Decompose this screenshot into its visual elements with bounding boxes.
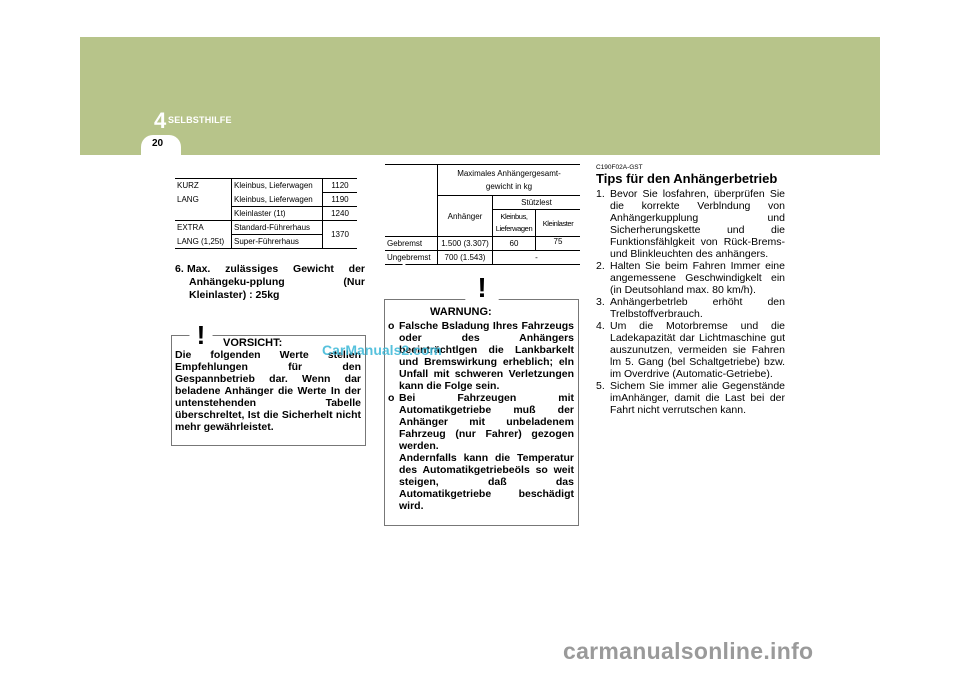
- table-cell: 1240: [323, 207, 358, 221]
- list-text: Anhängerbetrleb erhöht den Trelbstoffverbrauch.: [610, 296, 785, 320]
- list-number: 4.: [596, 320, 605, 332]
- trailer-weight-table: [385, 164, 580, 265]
- table-row: [175, 179, 357, 193]
- bullet-marker: o: [388, 320, 395, 332]
- list-item: [596, 188, 785, 260]
- table-cell: 1.500 (3.307): [438, 237, 493, 251]
- max-hitch-weight-note: [175, 263, 365, 302]
- tips-list: [596, 188, 785, 416]
- list-item: [596, 296, 785, 320]
- vehicle-weight-table: [175, 178, 357, 249]
- table-header-row: [385, 165, 580, 196]
- list-text: Bevor Sie losfahren, überprüfen Sie die korrekte Verblndung von Anhängerkupplung und Sicherherungskette und die Funktionsfählgkeit von Rück-Brems- und Blinkleuchten des anhängers.: [610, 188, 785, 260]
- list-text: Max. zulässiges Gewicht der Anhängeku-pplung (Nur Kleinlaster) : 25kg: [187, 263, 365, 301]
- chapter-header-band: [80, 37, 880, 155]
- chapter-number: 4: [154, 108, 167, 133]
- table-cell: Gebremst: [385, 237, 438, 251]
- list-item: [388, 392, 574, 452]
- list-text: Um die Motorbremse und die Ladekapazität dar Lichtmaschine gut auszunutzen, vermeiden sie Fahren lm 5. Gang (bel Schaltgetriebe) bzw. im Overdrive (Automatic-Getriebe).: [610, 320, 785, 380]
- table-header-cell: Anhänger: [438, 196, 493, 237]
- table-row: [385, 237, 580, 251]
- table-cell: Standard-Führerhaus: [232, 221, 323, 235]
- table-header-cell: Maximales Anhängergesamt-gewicht in kg: [438, 165, 581, 196]
- table-row: [175, 221, 357, 235]
- warning-triangle-icon: [388, 256, 576, 302]
- list-number: 3.: [596, 296, 605, 308]
- page-number: 20: [152, 138, 164, 149]
- list-text: Falsche Bsladung Ihres Fahrzeugs oder des Anhängers beeinträchtlgen die Lankbarkelt und Bremswirkung erheblich; eln Unfall mit schweren Verletzungen kann die Folge sein.: [399, 320, 574, 392]
- table-header-cell: Stützlest: [493, 196, 581, 210]
- table-cell: -: [493, 251, 581, 265]
- chapter-title: SELBSTHILFE: [168, 115, 232, 125]
- svg-text:!: !: [477, 272, 487, 302]
- list-number: 2.: [596, 260, 605, 272]
- table-row: [175, 193, 357, 207]
- list-item: [596, 380, 785, 416]
- table-cell: [175, 207, 232, 221]
- table-cell: Kleinlaster (1t): [232, 207, 323, 221]
- table-cell: Kleinbus, Lieferwagen: [232, 179, 323, 193]
- list-item: [388, 452, 574, 512]
- table-cell: LANG: [175, 193, 232, 207]
- list-text: Sichem Sie immer alie Gegenstände imAnhänger, damit die Last bei der Fahrt nicht verrutschen kann.: [610, 380, 785, 416]
- table-cell: 1120: [323, 179, 358, 193]
- list-number: 6.: [175, 263, 184, 275]
- table-cell: 700 (1.543): [438, 251, 493, 265]
- table-header-cell: Kleinbus, Lieferwagen: [493, 210, 536, 237]
- warning-triangle-icon: [181, 314, 221, 350]
- table-corner-cell: [385, 165, 438, 237]
- table-cell: Ungebremst: [385, 251, 438, 265]
- table-cell: EXTRA: [175, 221, 232, 235]
- vorsicht-title: VORSICHT:: [223, 337, 283, 349]
- table-header-cell: Kleinlaster: [542, 218, 574, 228]
- list-text: Andernfalls kann die Temperatur des Automatikgetriebeöls so weit steigen, daß das Automatikgetriebe beschädigt wird.: [399, 452, 574, 512]
- footer-watermark: carmanualsonline.info: [563, 638, 814, 664]
- table-cell: 75: [536, 237, 581, 251]
- section-heading: Tips für den Anhängerbetrieb: [596, 171, 778, 186]
- table-row: [175, 207, 357, 221]
- list-number: 5.: [596, 380, 605, 392]
- table-cell: Kleinbus, Lieferwagen: [232, 193, 323, 207]
- bullet-marker: o: [388, 392, 395, 404]
- section-code: C190F02A-GST: [596, 164, 643, 171]
- table-cell: 60: [493, 237, 536, 251]
- list-item: [596, 320, 785, 380]
- svg-text:!: !: [196, 320, 206, 350]
- list-text: Halten Sie beim Fahren Immer eine angemessene Geschwindigkelt ein (in Deutsohland max. 80 km/h).: [610, 260, 785, 296]
- table-cell: 1370: [323, 221, 358, 249]
- list-text: Bei Fahrzeugen mit Automatikgetriebe muß der Anhänger mit unbeladenem Fahrzeug (nur Fahrer) gezogen werden.: [399, 392, 574, 452]
- trailer-tips-section: [596, 164, 785, 416]
- overlay-watermark: CarManuals2.com: [322, 342, 442, 358]
- list-item: [596, 260, 785, 296]
- list-number: 1.: [596, 188, 605, 200]
- table-cell: KURZ: [175, 179, 232, 193]
- vorsicht-text: Die folgenden Werte stellen Empfehlungen für den Gespannbetrieb dar. Wenn dar beladene Anhänger die Werte In der untenstehenden Tabelle überschreltet, Ist die Sicherhelt nicht mehr gewährleistet.: [175, 349, 361, 433]
- table-cell: 1190: [323, 193, 358, 207]
- table-cell: Super-Führerhaus: [232, 235, 323, 249]
- warnung-warning-box: [384, 272, 579, 526]
- warnung-title: WARNUNG:: [430, 306, 492, 318]
- table-cell: LANG (1,25t): [175, 235, 232, 249]
